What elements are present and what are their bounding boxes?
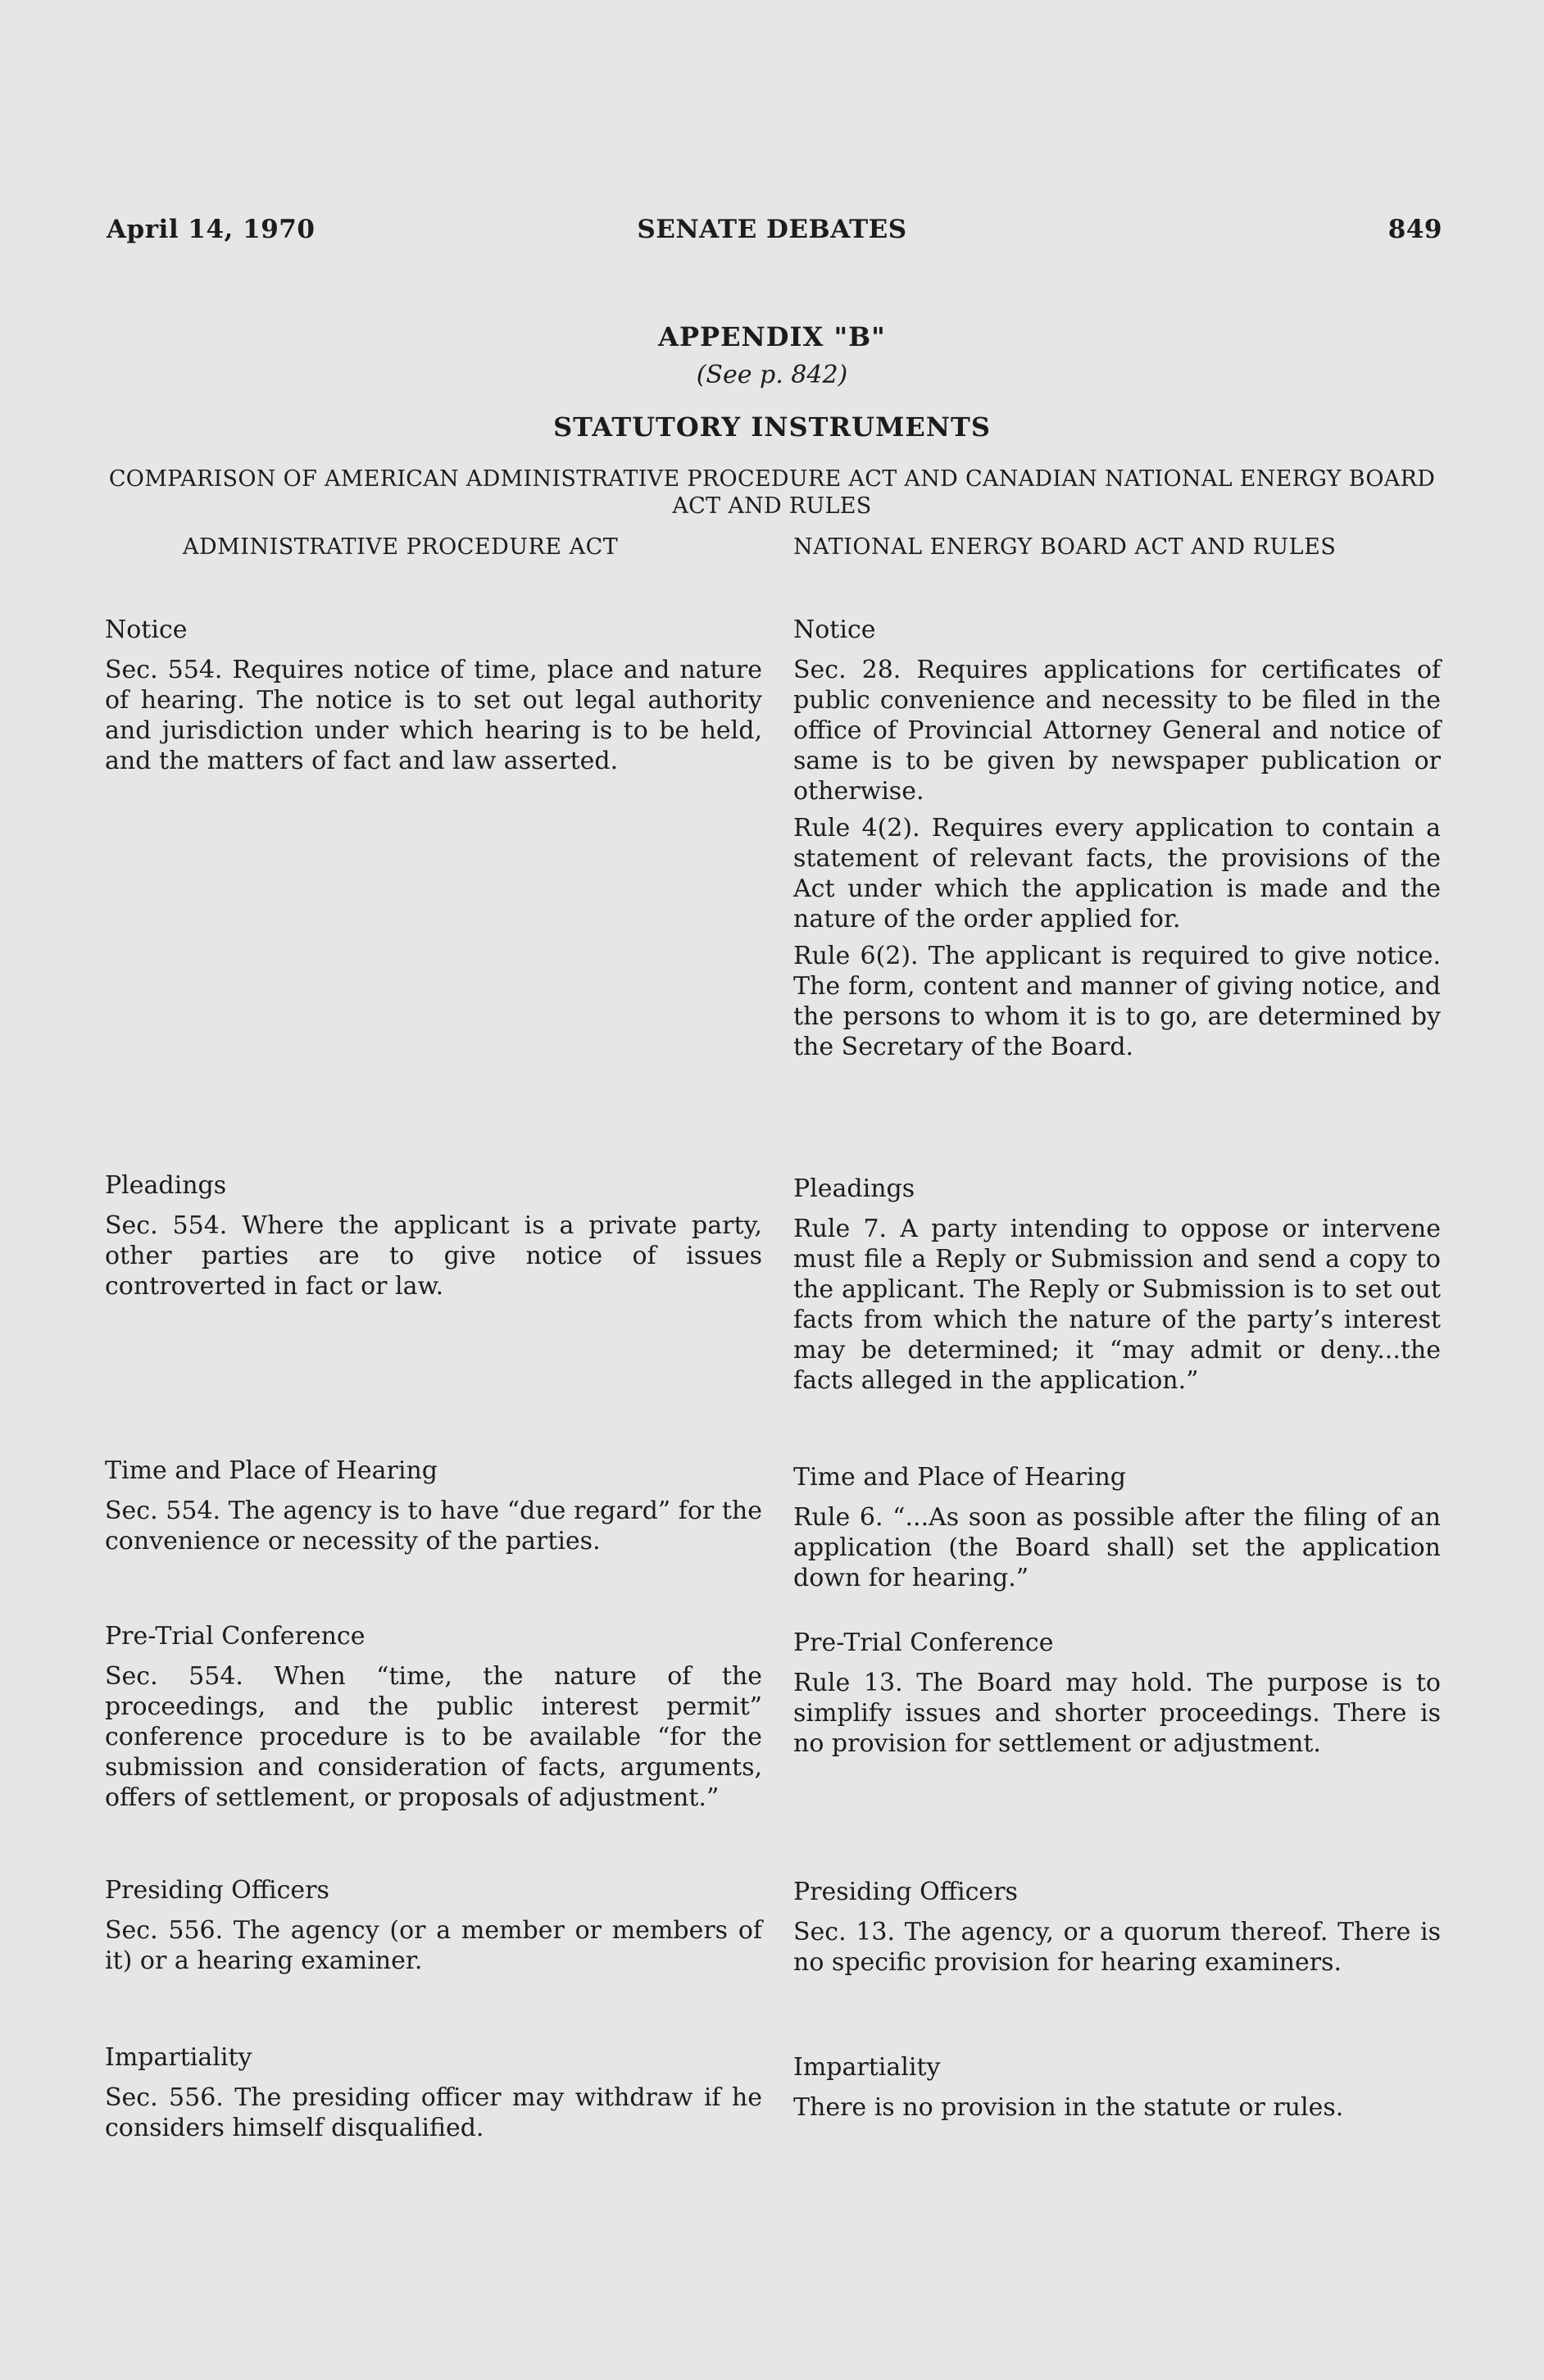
provision-text: Rule 6. “...As soon as possible after the filing of an application (the Board shall) set the application down for hearing.” <box>793 1503 1441 1592</box>
pretrial-right <box>793 1628 1441 1759</box>
pleadings-right <box>793 1174 1441 1396</box>
provision-text: Sec. 556. The presiding officer may withdraw if he considers himself disqualified. <box>105 2083 762 2142</box>
column-heading-right: NATIONAL ENERGY BOARD ACT AND RULES <box>793 534 1337 560</box>
see-reference: (See p. 842) <box>696 361 848 389</box>
section-heading: STATUTORY INSTRUMENTS <box>553 411 991 443</box>
comparison-title: COMPARISON OF AMERICAN ADMINISTRATIVE PROCEDURE ACT AND CANADIAN NATIONAL ENERGY BOARD ACT AND RULES <box>108 466 1436 519</box>
impartiality-left <box>105 2042 762 2143</box>
topic-label: Time and Place of Hearing <box>105 1456 438 1485</box>
provision-text: Sec. 554. When “time, the nature of the proceedings, and the public interest permit” conference procedure is to be available “for the submission and consideration of facts, arguments, offers of settlement, or proposals of adjustment.” <box>105 1662 762 1812</box>
column-heading-left: ADMINISTRATIVE PROCEDURE ACT <box>183 534 619 560</box>
notice-right <box>793 615 1441 1062</box>
page-number: 849 <box>1387 215 1442 244</box>
provision-text: Sec. 554. Requires notice of time, place and nature of hearing. The notice is to set out legal authority and jurisdiction under which hearing is to be held, and the matters of fact and law asserted. <box>105 656 762 775</box>
notice-left <box>105 615 762 776</box>
topic-label: Presiding Officers <box>105 1876 329 1905</box>
topic-label: Pleadings <box>793 1174 915 1203</box>
impartiality-right <box>793 2052 1441 2123</box>
topic-label: Notice <box>793 615 876 644</box>
provision-text: Sec. 28. Requires applications for certificates of public convenience and necessity to be filed in the office of Provincial Attorney General and notice of same is to be given by newspaper publication or otherwise. <box>793 656 1441 806</box>
pleadings-left <box>105 1170 762 1301</box>
header-title: SENATE DEBATES <box>637 215 907 244</box>
presiding-right <box>793 1877 1441 1978</box>
provision-text: Rule 7. A party intending to oppose or intervene must file a Reply or Submission and send a copy to the applicant. The Reply or Submission is to set out facts from which the nature of the party’s interest may be determined; it “may admit or deny...the facts alleged in the application.” <box>793 1215 1441 1395</box>
header-date: April 14, 1970 <box>107 215 316 244</box>
provision-text: Rule 4(2). Requires every application to contain a statement of relevant facts, the provisions of the Act under which the application is made and the nature of the order applied for. <box>793 814 1441 933</box>
appendix-label: APPENDIX "B" <box>658 321 886 352</box>
topic-label: Notice <box>105 615 188 644</box>
topic-label: Presiding Officers <box>793 1878 1018 1906</box>
topic-label: Pleadings <box>105 1171 227 1200</box>
topic-label: Pre-Trial Conference <box>105 1622 366 1651</box>
hearing-time-right <box>793 1462 1441 1593</box>
presiding-left <box>105 1875 762 1976</box>
provision-text: There is no provision in the statute or rules. <box>793 2093 1344 2122</box>
hearing-time-left <box>105 1456 762 1556</box>
topic-label: Impartiality <box>793 2053 941 2082</box>
provision-text: Sec. 554. The agency is to have “due regard” for the convenience or necessity of the parties. <box>105 1497 762 1556</box>
provision-text: Rule 13. The Board may hold. The purpose is to simplify issues and shorter proceedings. There is no provision for settlement or adjustment. <box>793 1669 1441 1758</box>
provision-text: Rule 6(2). The applicant is required to give notice. The form, content and manner of giving notice, and the persons to whom it is to go, are determined by the Secretary of the Board. <box>793 942 1441 1061</box>
topic-label: Pre-Trial Conference <box>793 1628 1054 1657</box>
provision-text: Sec. 13. The agency, or a quorum thereof. There is no specific provision for hearing examiners. <box>793 1918 1441 1977</box>
provision-text: Sec. 554. Where the applicant is a private party, other parties are to give notice of issues controverted in fact or law. <box>105 1211 762 1301</box>
provision-text: Sec. 556. The agency (or a member or members of it) or a hearing examiner. <box>105 1916 762 1975</box>
topic-label: Time and Place of Hearing <box>793 1463 1127 1492</box>
pretrial-left <box>105 1621 762 1813</box>
topic-label: Impartiality <box>105 2043 252 2072</box>
